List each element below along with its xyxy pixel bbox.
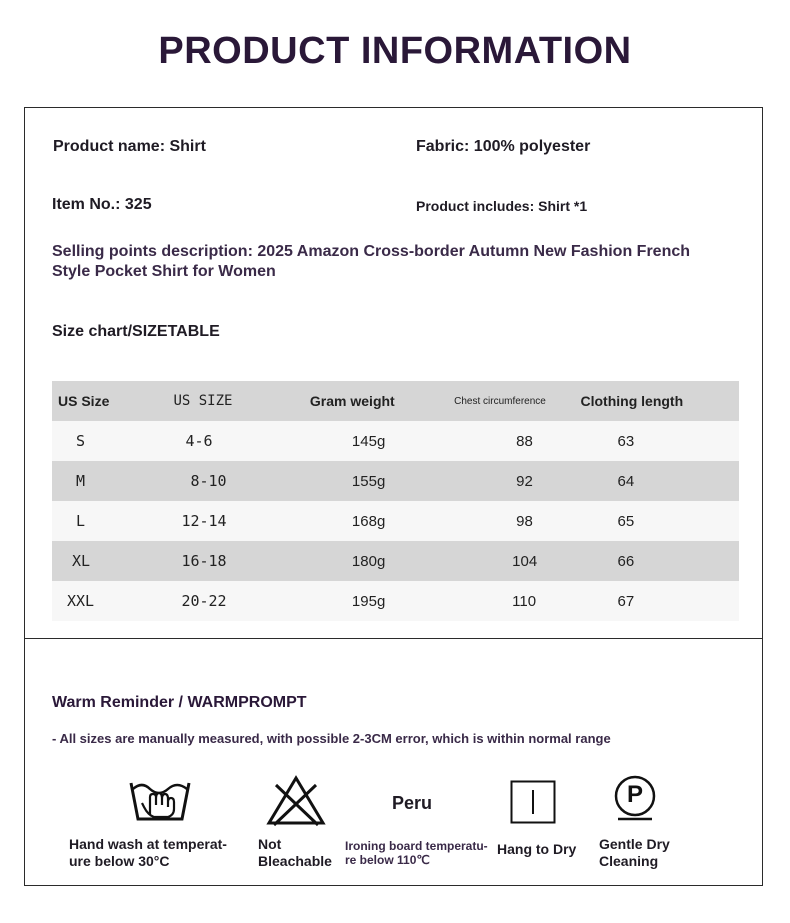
dry-clean-label-2: Cleaning: [599, 853, 659, 869]
measurement-note: - All sizes are manually measured, with possible 2-3CM error, which is within normal range: [52, 731, 611, 746]
product-includes: Product includes: Shirt *1: [416, 198, 588, 214]
cell-chest: 98: [454, 501, 580, 541]
cell-size: XXL: [52, 581, 148, 621]
cell-size: M: [52, 461, 148, 501]
no-bleach-icon: [266, 775, 326, 827]
cell-chest: 110: [454, 581, 580, 621]
size-table-header: [52, 381, 739, 421]
header-us-size-alt: US SIZE: [148, 381, 309, 421]
peru-text: Peru: [392, 793, 433, 813]
product-name: Product name: Shirt: [53, 138, 206, 155]
cell-weight: 180g: [310, 541, 454, 581]
cell-length: 65: [581, 501, 740, 541]
header-gram-weight: Gram weight: [310, 381, 454, 421]
cell-us-size: 12-14: [148, 501, 309, 541]
cell-us-size: 16-18: [148, 541, 309, 581]
no-bleach-label-2: Bleachable: [258, 853, 332, 869]
cell-length: 63: [581, 421, 740, 461]
hand-wash-label: Hand wash at temperat- ure below 30°C: [69, 836, 227, 869]
table-row: [52, 421, 739, 461]
dry-clean-label-1: Gentle Dry: [599, 836, 670, 852]
table-row: [52, 501, 739, 541]
header-us-size: US Size: [52, 381, 148, 421]
cell-weight: 145g: [310, 421, 454, 461]
cell-us-size: 20-22: [148, 581, 309, 621]
cell-chest: 88: [454, 421, 580, 461]
header-chest: Chest circumference: [454, 381, 580, 421]
cell-chest: 104: [454, 541, 580, 581]
cell-length: 66: [581, 541, 740, 581]
cell-weight: 168g: [310, 501, 454, 541]
cell-size: L: [52, 501, 148, 541]
cell-length: 64: [581, 461, 740, 501]
hang-dry-label: Hang to Dry: [497, 841, 577, 857]
hand-wash-icon: [128, 775, 192, 827]
warm-reminder-title: Warm Reminder / WARMPROMPT: [52, 694, 307, 711]
ironing-label-2: re below 110℃: [345, 853, 430, 867]
cell-length: 67: [581, 581, 740, 621]
table-row: [52, 541, 739, 581]
cell-chest: 92: [454, 461, 580, 501]
dry-clean-symbol: P: [626, 781, 643, 808]
size-chart-heading: Size chart/SIZETABLE: [52, 323, 220, 340]
cell-us-size: 4-6: [148, 421, 309, 461]
selling-points: Selling points description: 2025 Amazon Cross-border Autumn New Fashion French Style Pocket Shirt for Women: [52, 243, 691, 280]
table-row: [52, 461, 739, 501]
cell-size: S: [52, 421, 148, 461]
ironing-label-1: Ironing board temperatu-: [345, 839, 488, 853]
header-length: Clothing length: [581, 381, 740, 421]
page-title: PRODUCT INFORMATION: [158, 30, 632, 72]
dry-clean-icon: [612, 775, 658, 821]
size-table: [52, 381, 739, 621]
cell-weight: 195g: [310, 581, 454, 621]
cell-us-size: 8-10: [148, 461, 309, 501]
item-number: Item No.: 325: [52, 196, 152, 213]
table-row: [52, 581, 739, 621]
cell-size: XL: [52, 541, 148, 581]
cell-weight: 155g: [310, 461, 454, 501]
hang-dry-icon: [510, 780, 556, 824]
no-bleach-label-1: Not: [258, 836, 282, 852]
fabric: Fabric: 100% polyester: [416, 138, 591, 155]
